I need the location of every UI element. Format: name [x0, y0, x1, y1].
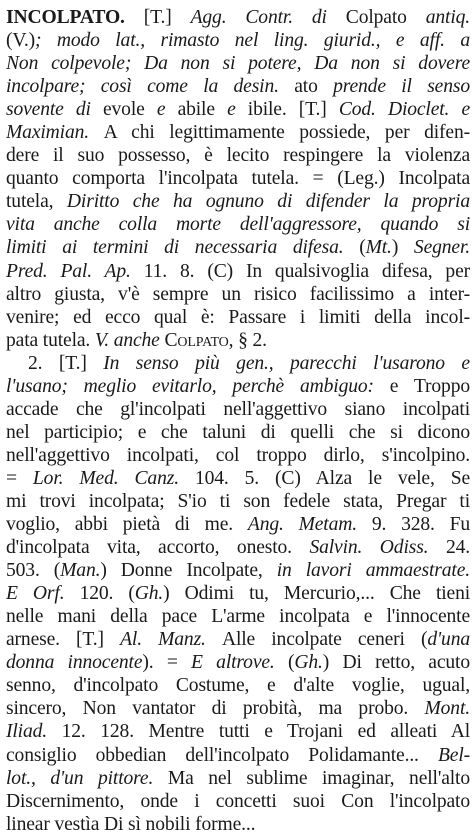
- text-segment: [T.]: [298, 99, 339, 121]
- text-segment: in lavori ammaestrate.: [276, 560, 470, 582]
- text-line: [6, 720, 470, 743]
- text-segment: d'incolpata vita, accorto, onesto.: [6, 537, 310, 559]
- text-segment: Iliad.: [6, 721, 62, 743]
- text-segment: V. anche: [94, 329, 165, 351]
- text-segment: ato: [294, 76, 334, 98]
- text-segment: dere il suo possesso, è lecito respingere la violenza: [6, 145, 470, 167]
- text-segment: e Troppo: [389, 375, 470, 397]
- text-segment: Agg. Contr. di: [190, 7, 346, 28]
- text-line: [6, 444, 470, 467]
- text-segment: quanto comporta l'incolpata tutela. = (Leg.) Incolpata: [6, 168, 470, 190]
- text-segment: abile: [177, 99, 228, 121]
- text-line: [6, 398, 470, 421]
- text-segment: E Orf.: [6, 583, 80, 605]
- text-line: [6, 767, 470, 790]
- text-line: [6, 52, 470, 75]
- text-segment: =: [6, 467, 33, 489]
- text-segment: antiq.: [425, 7, 470, 28]
- text-segment: pata tutela.: [6, 329, 95, 351]
- text-segment: Alle incolpate ceneri (: [221, 629, 428, 651]
- text-line: [6, 697, 470, 720]
- text-line: [6, 167, 470, 190]
- text-segment: altro giusta, v'è sempre un risico facilissimo a inter-: [6, 283, 470, 305]
- text-segment: 9. 328. Fu: [371, 514, 470, 536]
- text-segment: d'una: [427, 629, 470, 651]
- text-segment: consiglio obbedian dell'incolpato Polidamante...: [6, 744, 438, 766]
- text-segment: 503. (: [6, 560, 61, 582]
- text-segment: (: [287, 652, 295, 674]
- text-segment: donna innocente: [6, 652, 143, 674]
- text-segment: ): [391, 237, 414, 259]
- text-line: [6, 651, 470, 674]
- text-segment: Man.: [60, 560, 101, 582]
- text-segment: linear vestìa Di sì nobili forme...: [6, 813, 256, 835]
- text-segment: Ma nel sublime imaginar, nell'alto: [167, 767, 470, 789]
- text-segment: ibile.: [247, 99, 299, 121]
- text-segment: ) Odimi tu, Mercurio,... Che tieni: [163, 583, 470, 605]
- text-segment: Discernimento, onde i concetti suoi Con l'incolpato: [6, 790, 470, 812]
- text-segment: evole: [102, 99, 157, 121]
- text-segment: (V.): [6, 30, 35, 52]
- text-line: [6, 674, 470, 697]
- text-segment: venire; ed ecco qual è: Passare i limiti della incol-: [6, 306, 470, 328]
- text-segment: 12. 128. Mentre tutti e Trojani ed alleati Al: [61, 721, 470, 743]
- text-segment: nel participio; e che taluni di quelli che si dicono: [6, 421, 470, 443]
- text-segment: Diritto che ha ognuno di difender la propria: [66, 191, 470, 213]
- text-line: [6, 329, 470, 352]
- text-line: [6, 628, 470, 651]
- text-segment: limiti ai termini di necessaria difesa.: [6, 237, 360, 259]
- text-line: [6, 790, 470, 813]
- text-segment: e: [227, 99, 248, 121]
- text-segment: e: [156, 99, 178, 121]
- text-line: [6, 75, 470, 98]
- text-line: [6, 190, 470, 213]
- text-segment: Segner.: [413, 237, 470, 259]
- text-segment: vita anche colla morte dell'aggressore, quando si: [6, 214, 470, 236]
- text-segment: sovente di: [6, 99, 103, 121]
- text-segment: Mont.: [424, 698, 470, 720]
- text-line: [6, 513, 470, 536]
- text-line: [6, 144, 470, 167]
- text-segment: 11. 8. (C) In qualsivoglia difesa, per: [143, 260, 470, 282]
- text-segment: ; modo lat., rimasto nel ling. giurid., e aff. a: [34, 30, 470, 52]
- text-segment: ). =: [142, 652, 192, 674]
- text-segment: accade che gl'incolpati nell'aggettivo siano incolpati: [6, 398, 470, 420]
- text-line: [6, 467, 470, 490]
- text-segment: (: [359, 237, 366, 259]
- text-segment: Al. Manz.: [120, 629, 222, 651]
- text-segment: Lor. Med. Canz.: [32, 467, 195, 489]
- text-segment: arnese. [T.]: [6, 629, 121, 651]
- text-segment: Gh.: [294, 652, 323, 674]
- text-segment: Mt.: [365, 237, 392, 259]
- text-segment: 104. 5. (C) Alza le vele, Se: [194, 467, 470, 489]
- text-line: [6, 121, 470, 144]
- text-line: [6, 283, 470, 306]
- text-segment: nell'aggettivo incolpati, col troppo dirlo, s'incolpino.: [6, 444, 470, 466]
- text-line: [6, 536, 470, 559]
- text-line: [6, 98, 470, 121]
- text-line: [6, 352, 470, 375]
- text-line: [6, 421, 470, 444]
- text-segment: E altrove.: [191, 652, 288, 674]
- entry-text: [6, 6, 470, 836]
- text-line: [6, 605, 470, 628]
- text-segment: [T.]: [124, 7, 191, 28]
- text-line: [6, 813, 470, 836]
- text-segment: 24.: [445, 537, 470, 559]
- text-segment: 2. [T.]: [28, 352, 104, 374]
- headword: INCOLPATO.: [6, 7, 125, 28]
- text-line: [6, 375, 470, 398]
- text-segment: Colpato: [345, 7, 426, 28]
- text-segment: l'usano; meglio evitarlo, perchè ambiguo:: [6, 375, 390, 397]
- text-segment: Ang. Metam.: [247, 514, 372, 536]
- text-line: [6, 582, 470, 605]
- text-line: [6, 490, 470, 513]
- text-line: [6, 306, 470, 329]
- text-segment: Cod. Dioclet. e: [338, 99, 470, 121]
- text-line: [6, 213, 470, 236]
- text-segment: tutela,: [6, 191, 67, 213]
- text-line: [6, 29, 470, 52]
- text-segment: Maximian.: [6, 122, 104, 144]
- text-segment: Pred. Pal. Ap.: [6, 260, 144, 282]
- text-segment: 120. (: [79, 583, 135, 605]
- text-segment: ) Di retto, acuto: [322, 652, 470, 674]
- text-segment: incolpare; così come la desin.: [6, 76, 295, 98]
- text-line: [6, 744, 470, 767]
- text-line: [6, 559, 470, 582]
- text-line: [6, 6, 470, 29]
- text-segment: ) Donne Incolpate,: [100, 560, 277, 582]
- text-segment: Non colpevole; Da non si potere, Da non si dovere: [6, 53, 470, 75]
- text-segment: A chi legittimamente possiede, per difen-: [103, 122, 470, 144]
- text-segment: prende il senso: [333, 76, 470, 98]
- text-line: [6, 260, 470, 283]
- text-segment: Gh.: [134, 583, 164, 605]
- text-segment: voglio, abbi pietà di me.: [6, 514, 248, 536]
- text-segment: Colpato, § 2.: [164, 329, 267, 351]
- text-segment: Bel-: [437, 744, 470, 766]
- text-line: [6, 236, 470, 259]
- text-segment: mi trovi incolpata; S'io ti son fedele stata, Pregar ti: [6, 490, 470, 512]
- text-segment: sincero, Non vantator di probità, ma probo.: [6, 698, 425, 720]
- text-segment: Salvin. Odiss.: [309, 537, 446, 559]
- text-segment: nelle mani della pace L'arme incolpata e l'innocente: [6, 606, 470, 628]
- text-segment: lot., d'un pittore.: [6, 767, 168, 789]
- text-segment: In senso più gen., parecchi l'usarono e: [103, 352, 470, 374]
- text-segment: senno, d'incolpato Costume, e d'alte voglie, ugual,: [6, 675, 470, 697]
